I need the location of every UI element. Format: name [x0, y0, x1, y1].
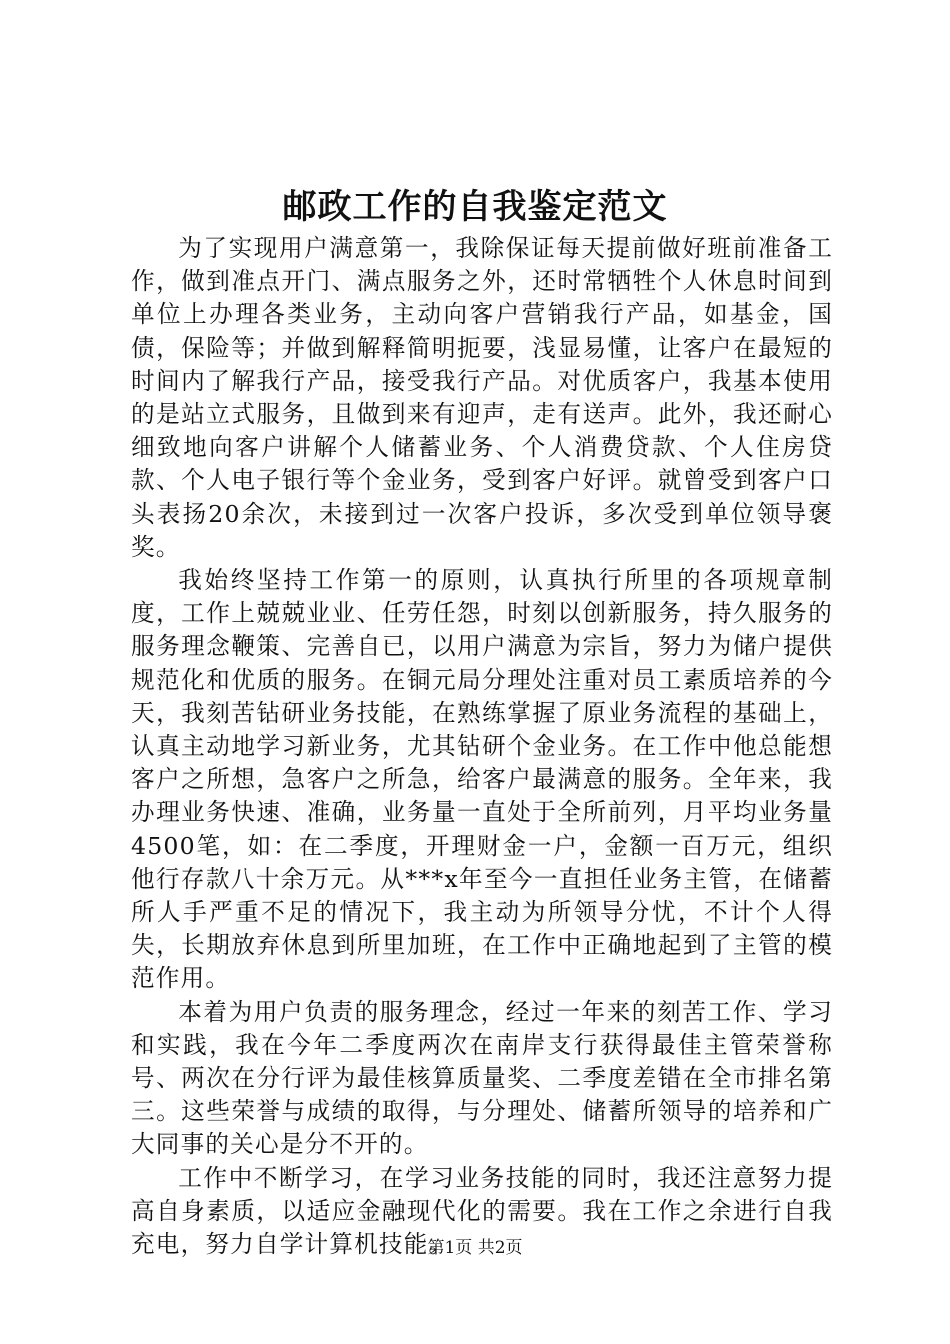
page-title: 邮政工作的自我鉴定范文: [282, 187, 668, 227]
paragraph-1: 为了实现用户满意第一，我除保证每天提前做好班前准备工作，做到准点开门、满点服务之外，还时常牺牲个人休息时间到单位上办理各类业务，主动向客户营销我行产品，如基金，国债，保险等；并做到解释简明扼要，浅显易懂，让客户在最短的时间内了解我行产品，接受我行产品。对优质客户，我基本使用的是站立式服务，且做到来有迎声，走有送声。此外，我还耐心细致地向客户讲解个人储蓄业务、个人消费贷款、个人住房贷款、个人电子银行等个金业务，受到客户好评。就曾受到客户口头表扬20余次，未接到过一次客户投诉，多次受到单位领导褒奖。: [131, 234, 833, 561]
document-body: [131, 232, 833, 1261]
page-footer: 第1页 共2页: [427, 1238, 523, 1258]
paragraph-4: 工作中不断学习，在学习业务技能的同时，我还注意努力提高自身素质，以适应金融现代化的需要。我在工作之余进行自我充电，努力自学计算机技能。: [131, 1163, 833, 1259]
paragraph-3: 本着为用户负责的服务理念，经过一年来的刻苦工作、学习和实践，我在今年二季度两次在南岸支行获得最佳主管荣誉称号、两次在分行评为最佳核算质量奖、二季度差错在全市排名第三。这些荣誉与成绩的取得，与分理处、储蓄所领导的培养和广大同事的关心是分不开的。: [131, 997, 833, 1159]
paragraph-2: 我始终坚持工作第一的原则，认真执行所里的各项规章制度，工作上兢兢业业、任劳任怨，时刻以创新服务，持久服务的服务理念鞭策、完善自已，以用户满意为宗旨，努力为储户提供规范化和优质的服务。在铜元局分理处注重对员工素质培养的今天，我刻苦钻研业务技能，在熟练掌握了原业务流程的基础上，认真主动地学习新业务，尤其钻研个金业务。在工作中他总能想客户之所想，急客户之所急，给客户最满意的服务。全年来，我办理业务快速、准确，业务量一直处于全所前列，月平均业务量4500笔，如：在二季度，开理财金一户，金额一百万元，组织他行存款八十余万元。从***x年至今一直担任业务主管，在储蓄所人手严重不足的情况下，我主动为所领导分忧，不计个人得失，长期放弃休息到所里加班，在工作中正确地起到了主管的模范作用。: [131, 566, 833, 993]
